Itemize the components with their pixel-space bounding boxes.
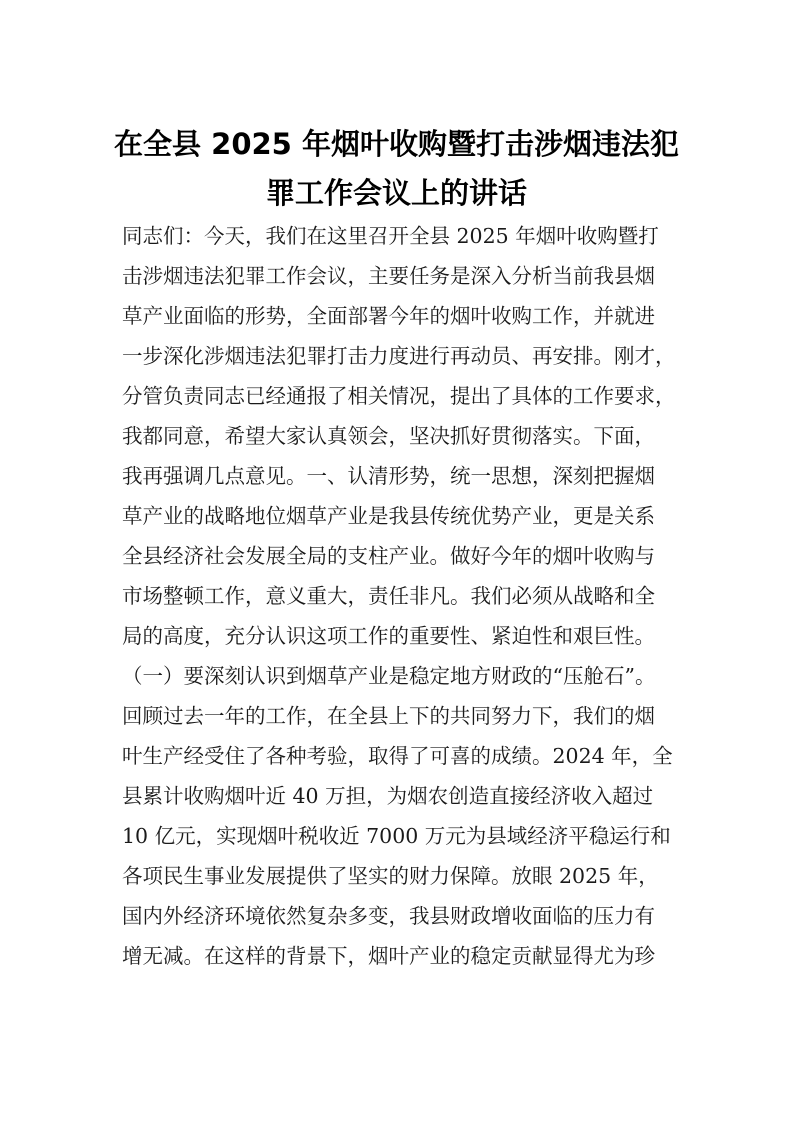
body-line: 国内外经济环境依然复杂多变，我县财政增收面临的压力有	[122, 904, 655, 928]
body-line: 一步深化涉烟违法犯罪打击力度进行再动员、再安排。刚才，	[122, 344, 676, 368]
body-line: 分管负责同志已经通报了相关情况，提出了具体的工作要求，	[122, 384, 676, 408]
body-line: 草产业面临的形势，全面部署今年的烟叶收购工作，并就进	[122, 304, 655, 328]
document-title-line-1: 在全县 2025 年烟叶收购暨打击涉烟违法犯	[114, 127, 679, 161]
body-line: 同志们：今天，我们在这里召开全县 2025 年烟叶收购暨打	[122, 224, 659, 248]
document-title-line-2: 罪工作会议上的讲话	[265, 176, 527, 210]
body-line: 我都同意，希望大家认真领会，坚决抓好贯彻落实。下面，	[122, 424, 655, 448]
body-line: 10 亿元，实现烟叶税收近 7000 万元为县域经济平稳运行和	[122, 824, 671, 848]
body-line: 增无减。在这样的背景下，烟叶产业的稳定贡献显得尤为珍	[122, 944, 655, 968]
body-line: 局的高度，充分认识这项工作的重要性、紧迫性和艰巨性。	[122, 624, 655, 648]
body-line: 市场整顿工作，意义重大，责任非凡。我们必须从战略和全	[122, 584, 655, 608]
body-line: 草产业的战略地位烟草产业是我县传统优势产业，更是关系	[122, 504, 655, 528]
body-line: 叶生产经受住了各种考验，取得了可喜的成绩。2024 年，全	[122, 744, 673, 768]
body-line: 全县经济社会发展全局的支柱产业。做好今年的烟叶收购与	[122, 544, 655, 568]
body-line: （一）要深刻认识到烟草产业是稳定地方财政的“压舱石”。	[122, 664, 656, 688]
body-line: 回顾过去一年的工作，在全县上下的共同努力下，我们的烟	[122, 704, 655, 728]
body-line: 我再强调几点意见。一、认清形势，统一思想，深刻把握烟	[122, 464, 655, 488]
body-line: 各项民生事业发展提供了坚实的财力保障。放眼 2025 年，	[122, 864, 659, 888]
body-line: 击涉烟违法犯罪工作会议，主要任务是深入分析当前我县烟	[122, 264, 655, 288]
body-line: 县累计收购烟叶近 40 万担，为烟农创造直接经济收入超过	[122, 784, 654, 808]
